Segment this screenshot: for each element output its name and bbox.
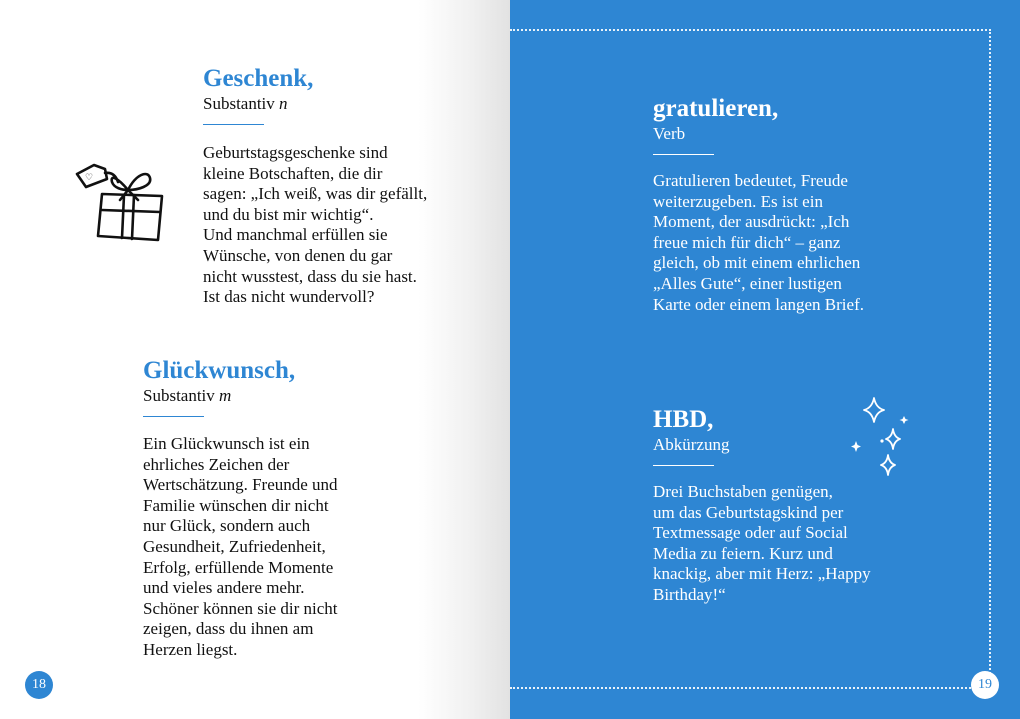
entry-glueckwunsch bbox=[143, 356, 338, 661]
pos-gender: m bbox=[219, 386, 232, 405]
definition-line: „Alles Gute“, einer lustigen bbox=[653, 273, 842, 293]
page-number-right: 19 bbox=[971, 671, 999, 699]
definition-line: Schöner können sie dir nicht bbox=[143, 598, 338, 618]
entry-divider bbox=[203, 124, 264, 125]
definition-line: Textmessage oder auf Social bbox=[653, 523, 848, 543]
definition-line: zeigen, dass du ihnen am bbox=[143, 619, 314, 639]
entry-part-of-speech bbox=[203, 94, 427, 114]
definition-line: und vieles andere mehr. bbox=[143, 578, 305, 598]
definition-line: Familie wünschen dir nicht bbox=[143, 495, 329, 515]
definition-line: sagen: „Ich weiß, was dir gefällt, bbox=[203, 184, 428, 204]
definition-line: Media zu feiern. Kurz und bbox=[653, 543, 833, 563]
definition-line: Drei Buchstaben genügen, bbox=[653, 482, 833, 501]
definition-line: Wünsche, von denen du gar bbox=[203, 245, 393, 265]
definition-line: Gratulieren bedeutet, Freude bbox=[653, 171, 848, 190]
definition-line: Ist das nicht wundervoll? bbox=[203, 287, 375, 307]
tag-heart-glyph: ♡ bbox=[85, 173, 94, 183]
definition-line: ehrliches Zeichen der bbox=[143, 454, 290, 474]
entry-gratulieren bbox=[653, 94, 864, 315]
definition-line: nicht wusstest, dass du sie hast. bbox=[203, 266, 417, 286]
definition-line: Karte oder einem langen Brief. bbox=[653, 294, 864, 314]
entry-part-of-speech: Abkürzung bbox=[653, 435, 730, 454]
definition-line: um das Geburtstagskind per bbox=[653, 502, 844, 522]
definition-line: Herzen liegst. bbox=[143, 639, 238, 659]
entry-part-of-speech: Verb bbox=[653, 124, 686, 143]
page-number-left: 18 bbox=[25, 671, 53, 699]
definition-line: gleich, ob mit einem ehrlichen bbox=[653, 253, 861, 273]
definition-line: Ein Glückwunsch ist ein bbox=[143, 434, 310, 453]
entry-definition bbox=[143, 434, 338, 661]
definition-line: Erfolg, erfüllende Momente bbox=[143, 557, 334, 577]
definition-line: Wertschätzung. Freunde und bbox=[143, 475, 338, 495]
definition-line: weiterzugeben. Es ist ein bbox=[653, 191, 823, 211]
entry-divider bbox=[653, 154, 714, 155]
pos-word: Substantiv bbox=[203, 94, 275, 113]
right-page bbox=[510, 0, 1020, 719]
definition-line: Birthday!“ bbox=[653, 584, 726, 604]
gift-icon bbox=[72, 160, 168, 246]
sparkles-icon bbox=[847, 395, 911, 479]
entry-term: gratulieren, bbox=[653, 95, 779, 122]
definition-line: kleine Botschaften, die dir bbox=[203, 163, 383, 183]
definition-line: knackig, aber mit Herz: „Happy bbox=[653, 564, 871, 584]
definition-line: freue mich für dich“ – ganz bbox=[653, 232, 841, 252]
entry-term: Glückwunsch, bbox=[143, 357, 296, 384]
definition-line: Moment, der ausdrückt: „Ich bbox=[653, 212, 850, 232]
definition-line: nur Glück, sondern auch bbox=[143, 516, 311, 536]
entry-hbd bbox=[653, 405, 871, 606]
definition-line: Und manchmal erfüllen sie bbox=[203, 225, 388, 245]
entry-divider bbox=[143, 416, 204, 417]
entry-term: Geschenk, bbox=[203, 65, 314, 92]
definition-line: und du bist mir wichtig“. bbox=[203, 204, 374, 224]
entry-divider bbox=[653, 465, 714, 466]
pos-gender: n bbox=[279, 94, 288, 113]
entry-geschenk bbox=[203, 64, 427, 308]
definition-line: Gesundheit, Zufriedenheit, bbox=[143, 536, 326, 556]
entry-definition bbox=[653, 171, 864, 315]
entry-definition bbox=[203, 143, 427, 308]
definition-line: Geburtstagsgeschenke sind bbox=[203, 143, 388, 162]
entry-definition bbox=[653, 482, 871, 606]
entry-part-of-speech bbox=[143, 386, 338, 406]
pos-word: Substantiv bbox=[143, 386, 215, 405]
entry-term: HBD, bbox=[653, 406, 714, 433]
